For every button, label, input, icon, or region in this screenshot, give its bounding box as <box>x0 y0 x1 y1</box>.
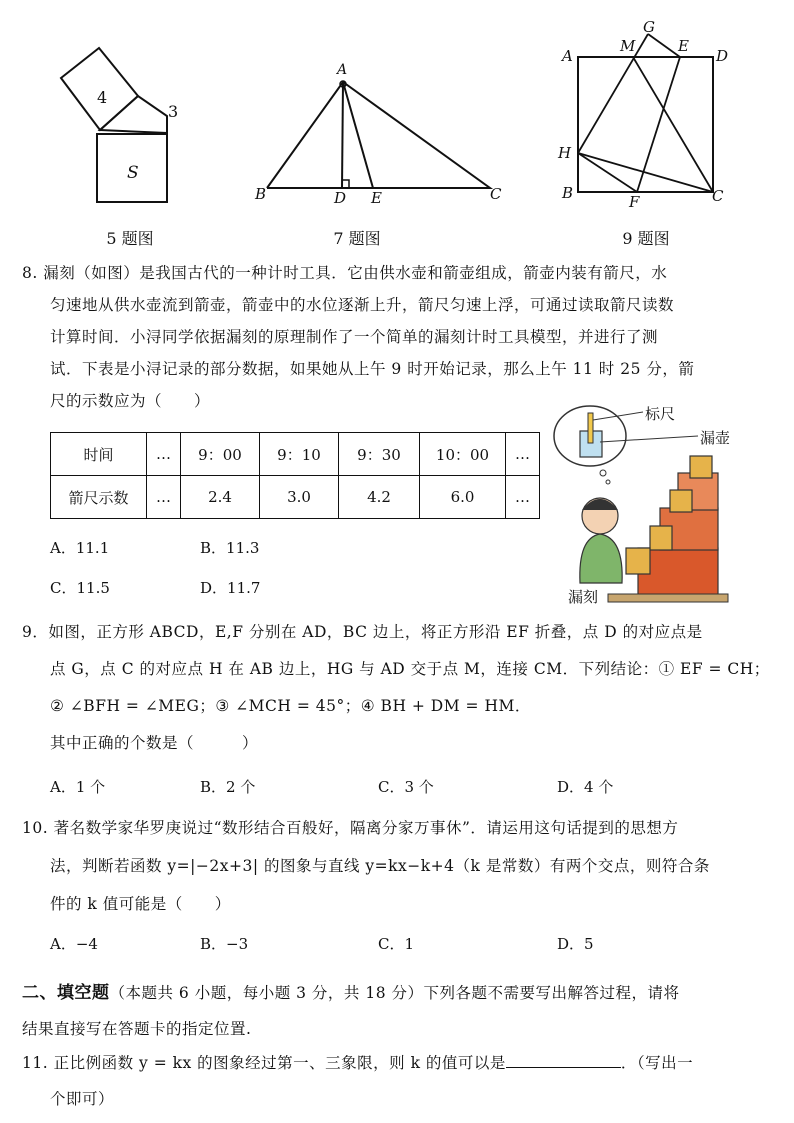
table-cell: 9：30 <box>339 433 420 476</box>
fig5-label-3: 3 <box>168 102 179 121</box>
label-water-clock: 漏刻 <box>568 588 599 606</box>
q10-line-2: 法，判断若函数 y=|−2x+3| 的图象与直线 y=kx−k+4（k 是常数）有两个交点，则符合条 <box>50 857 710 875</box>
q10-line-3: 件的 k 值可能是（ ） <box>50 895 231 913</box>
q8-option-d[interactable]: D．11.7 <box>200 579 261 597</box>
square-3 <box>100 96 167 133</box>
q10-option-a[interactable]: A．−4 <box>50 935 98 953</box>
section-2-line-2: 结果直接写在答题卡的指定位置. <box>22 1020 252 1038</box>
q10-line-1: 10. 著名数学家华罗庚说过“数形结合百般好，隔离分家万事休”．请运用这句话提到的思想方 <box>22 819 679 837</box>
q8-data-table <box>50 432 540 519</box>
fig9-label-h: H <box>558 144 572 162</box>
table-cell: … <box>147 433 181 476</box>
boy-body <box>580 534 622 583</box>
bubble-dot <box>600 470 606 476</box>
fig5-label-s: S <box>127 163 139 183</box>
q8-option-c[interactable]: C．11.5 <box>50 579 110 597</box>
q8-option-a[interactable]: A．11.1 <box>50 539 110 557</box>
question-8-text <box>22 257 774 417</box>
segment-hf <box>578 153 637 192</box>
fig9-label-f: F <box>629 193 640 211</box>
q10-option-b[interactable]: B．−3 <box>200 935 249 953</box>
q9-line-1: 9．如图，正方形 ABCD，E,F 分别在 AD，BC 边上，将正方形沿 EF 折叠，点 D 的对应点是 <box>22 623 703 641</box>
q9-option-c[interactable]: C．3 个 <box>378 778 434 796</box>
q11-line-2: 个即可） <box>50 1090 115 1108</box>
label-ruler: 标尺 <box>645 405 676 423</box>
figure-7-triangle <box>255 62 505 197</box>
q9-line-4: 其中正确的个数是（ ） <box>50 734 259 752</box>
fig9-label-m: M <box>620 37 636 55</box>
question-9-text <box>22 614 774 762</box>
q11-text-before: 11. 正比例函数 y = kx 的图象经过第一、三象限，则 k 的值可以是 <box>22 1054 506 1072</box>
label-pot: 漏壶 <box>700 429 731 447</box>
question-10-text <box>22 809 774 923</box>
table-cell: … <box>147 476 181 519</box>
table-row <box>51 476 540 519</box>
fig9-label-a: A <box>562 47 573 65</box>
base-platform <box>608 594 728 602</box>
bubble-dot <box>606 480 610 484</box>
fig7-label-b: B <box>255 185 267 203</box>
pot-2 <box>670 490 692 512</box>
segment-ge <box>648 34 680 57</box>
altitude-ad <box>342 82 343 188</box>
row-header-time: 时间 <box>51 433 147 476</box>
fig7-label-a: A <box>337 62 348 78</box>
pot-3 <box>650 526 672 550</box>
q10-option-d[interactable]: D．5 <box>557 935 594 953</box>
q9-option-d[interactable]: D．4 个 <box>557 778 614 796</box>
q11-answer-blank[interactable] <box>506 1049 621 1068</box>
table-cell: 6.0 <box>420 476 506 519</box>
table-cell: … <box>506 433 540 476</box>
segment-hg <box>578 34 648 153</box>
boy-hair <box>582 499 618 510</box>
table-cell: 3.0 <box>260 476 339 519</box>
fig9-label-d: D <box>716 47 729 65</box>
fig9-label-c: C <box>712 187 724 205</box>
q9-line-3: ② ∠BFH = ∠MEG；③ ∠MCH = 45°；④ BH + DM = HM． <box>50 697 531 715</box>
figure-5-squares <box>55 40 205 210</box>
fig7-label-e: E <box>371 189 382 207</box>
table-cell: 9：10 <box>260 433 339 476</box>
table-cell: 2.4 <box>181 476 260 519</box>
fig7-label-d: D <box>334 189 347 207</box>
pot-1 <box>690 456 712 478</box>
q8-line-4: 试．下表是小浔记录的部分数据，如果她从上午 9 时开始记录，那么上午 11 时 25 分，箭 <box>50 360 695 378</box>
table-cell: 9：00 <box>181 433 260 476</box>
fig9-label-g: G <box>643 18 655 36</box>
segment-ae <box>343 82 373 188</box>
q9-line-2: 点 G，点 C 的对应点 H 在 AB 边上，HG 与 AD 交于点 M，连接 CM．下列结论：① EF = CH； <box>50 660 770 678</box>
table-cell: 4.2 <box>339 476 420 519</box>
fig9-caption: 9 题图 <box>622 229 670 248</box>
q8-line-1: 8. 漏刻（如图）是我国古代的一种计时工具．它由供水壶和箭壶组成，箭壶内装有箭尺，水 <box>22 264 668 282</box>
triangle-abc <box>267 82 490 188</box>
fig5-caption: 5 题图 <box>106 229 154 248</box>
ruler-icon <box>588 413 593 443</box>
fig9-label-b: B <box>562 184 574 202</box>
q8-line-5: 尺的示数应为（ ） <box>50 392 211 410</box>
section-2-instructions: （本题共 6 小题，每小题 3 分，共 18 分）下列各题不需要写出解答过程，请将 <box>109 984 680 1002</box>
q9-option-b[interactable]: B．2 个 <box>200 778 256 796</box>
fig9-label-e: E <box>678 37 689 55</box>
question-11-text <box>22 1045 774 1117</box>
q10-option-c[interactable]: C．1 <box>378 935 415 953</box>
q8-line-2: 匀速地从供水壶流到箭壶，箭壶中的水位逐渐上升，箭尺匀速上浮，可通过读取箭尺读数 <box>50 296 675 314</box>
table-row <box>51 433 540 476</box>
q8-line-3: 计算时间．小浔同学依据漏刻的原理制作了一个简单的漏刻计时工具模型，并进行了测 <box>50 328 659 346</box>
q8-option-b[interactable]: B．11.3 <box>200 539 260 557</box>
row-header-reading: 箭尺示数 <box>51 476 147 519</box>
table-cell: … <box>506 476 540 519</box>
q9-option-a[interactable]: A．1 个 <box>50 778 106 796</box>
fig7-caption: 7 题图 <box>333 229 381 248</box>
pot-4 <box>626 548 650 574</box>
section-2-title: 二、填空题 <box>22 983 110 1003</box>
fig5-label-4: 4 <box>97 88 108 107</box>
fig7-label-c: C <box>490 185 502 203</box>
q11-text-after: ．（写出一 <box>620 1054 694 1072</box>
table-cell: 10：00 <box>420 433 506 476</box>
section-2-header <box>22 975 774 1047</box>
